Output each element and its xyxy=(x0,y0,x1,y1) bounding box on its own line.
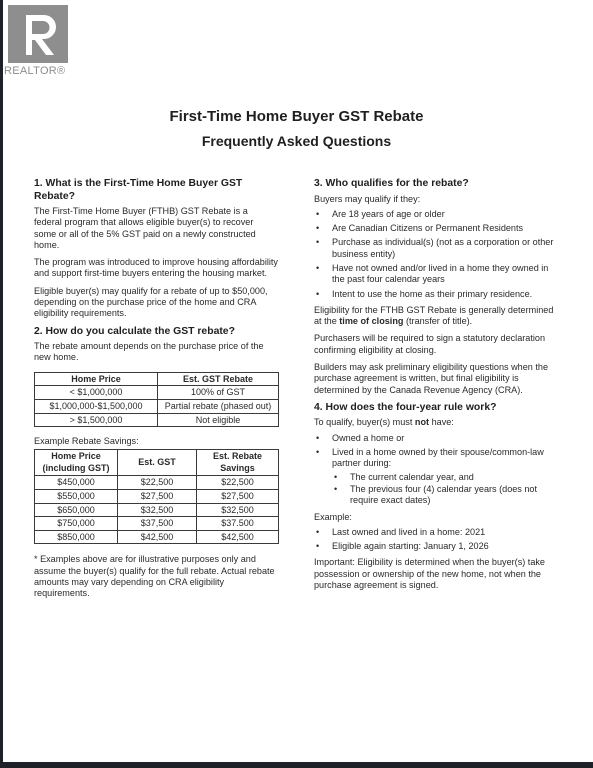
faq-heading-2: 2. How do you calculate the GST rebate? xyxy=(34,325,235,337)
table-cell: $650,000 xyxy=(35,503,118,517)
list-item: • Purchase as individual(s) (not as a corporation or other business entity) xyxy=(314,237,562,260)
table-cell: $850,000 xyxy=(35,530,118,544)
list-item: • Intent to use the home as their primary residence. xyxy=(314,289,562,300)
table-cell: < $1,000,000 xyxy=(35,386,158,400)
faq-3-paragraph: Purchasers will be required to sign a statutory declaration confirming eligibility at closing. xyxy=(314,333,545,355)
example-label: Example: xyxy=(314,511,352,522)
table-header-cell: Home Price (including GST) xyxy=(35,450,118,476)
eligibility-timing-paragraph xyxy=(314,305,562,328)
table-header-cell: Est. GST Rebate xyxy=(158,372,279,386)
faq-1-paragraph: The First-Time Home Buyer (FTHB) GST Rebate is a federal program that allows eligible buyer(s) to recover some or all of the 5% GST paid on a newly constructed home. xyxy=(34,206,256,250)
table-row xyxy=(35,503,279,517)
list-item: • Owned a home or xyxy=(314,433,562,444)
eligibility-text: (transfer of title). xyxy=(403,316,473,327)
table-header-row xyxy=(35,450,279,476)
table-cell: $1,000,000-$1,500,000 xyxy=(35,399,158,413)
faq-heading-4: 4. How does the four-year rule work? xyxy=(314,401,497,413)
table-cell: $22,500 xyxy=(118,476,197,490)
table-cell: $32,500 xyxy=(197,503,279,517)
list-item: • Are 18 years of age or older xyxy=(314,209,562,220)
table-row xyxy=(35,476,279,490)
table-row xyxy=(35,530,279,544)
list-item: • Last owned and lived in a home: 2021 xyxy=(314,527,562,538)
table-header-cell: Est. GST xyxy=(118,450,197,476)
table-cell: $450,000 xyxy=(35,476,118,490)
table-cell: $37.500 xyxy=(197,517,279,531)
eligibility-text: Eligibility for the FTHB GST Rebate is generally determined at the xyxy=(314,304,554,327)
table-cell: $750,000 xyxy=(35,517,118,531)
example-savings-label: Example Rebate Savings: xyxy=(34,436,139,447)
four-year-rule-list xyxy=(314,433,562,507)
savings-footnote: * Examples above are for illustrative purposes only and assume the buyer(s) qualify for the full rebate. Actual rebate amounts may vary depending on CRA eligibility requirements. xyxy=(34,554,275,599)
realtor-wordmark: REALTOR® xyxy=(4,65,66,77)
qualification-list xyxy=(314,209,562,300)
important-note: Important: Eligibility is determined when the buyer(s) take possession or ownership of the new home, not when the purchase agreement is signed. xyxy=(314,557,545,591)
faq-section-3 xyxy=(314,178,562,396)
list-item: • Are Canadian Citizens or Permanent Residents xyxy=(314,223,562,234)
table-header-cell: Est. Rebate Savings xyxy=(197,450,279,476)
intro-text: have: xyxy=(429,417,454,428)
faq-3-paragraph: Builders may ask preliminary eligibility questions when the purchase agreement is written, but final eligibility is determined by the Canada Revenue Agency (CRA). xyxy=(314,362,549,395)
left-column xyxy=(34,178,278,604)
example-list xyxy=(314,527,562,553)
intro-emphasis: not xyxy=(414,417,430,428)
faq-heading-3: 3. Who qualifies for the rebate? xyxy=(314,178,469,189)
table-cell: Not eligible xyxy=(158,413,279,427)
sub-list xyxy=(332,472,562,507)
table-cell: $32,500 xyxy=(118,503,197,517)
faq-4-intro xyxy=(314,417,562,428)
faq-section-2 xyxy=(34,326,278,600)
table-row xyxy=(35,517,279,531)
savings-table xyxy=(34,449,279,544)
table-cell: $42,500 xyxy=(197,530,279,544)
table-header-cell: Home Price xyxy=(35,372,158,386)
table-row xyxy=(35,490,279,504)
eligibility-emphasis: time of closing xyxy=(339,316,404,327)
list-item: • Have not owned and/or lived in a home they owned in the past four calendar years xyxy=(314,263,562,286)
faq-1-paragraph: Eligible buyer(s) may qualify for a rebate of up to $50,000, depending on the purchase price of the home and CRA eligibility requirements. xyxy=(34,285,268,319)
rebate-table xyxy=(34,372,279,427)
faq-2-intro: The rebate amount depends on the purchase price of the new home. xyxy=(34,341,264,363)
list-item-text: Lived in a home owned by their spouse/common-law partner during: xyxy=(332,447,544,469)
list-item xyxy=(314,447,562,506)
faq-section-1 xyxy=(34,178,278,320)
list-item: • Eligible again starting: January 1, 2026 xyxy=(314,541,562,552)
page-title: First-Time Home Buyer GST Rebate xyxy=(169,108,424,125)
next-page-edge xyxy=(3,708,593,762)
table-cell: $550,000 xyxy=(35,490,118,504)
sub-list-item: • The previous four (4) calendar years (does not require exact dates) xyxy=(332,484,562,507)
table-cell: $27,500 xyxy=(118,490,197,504)
sub-list-item: • The current calendar year, and xyxy=(332,472,562,483)
table-header-row xyxy=(35,372,279,386)
faq-1-paragraph: The program was introduced to improve housing affordability and support first-time buyers entering the housing market. xyxy=(34,257,278,279)
table-cell: Partial rebate (phased out) xyxy=(158,399,279,413)
right-column xyxy=(314,178,562,597)
table-cell: $27,500 xyxy=(197,490,279,504)
faq-heading-1: 1. What is the First-Time Home Buyer GST Rebate? xyxy=(34,178,243,202)
page-subtitle: Frequently Asked Questions xyxy=(201,133,392,149)
realtor-logo-mark-icon xyxy=(8,5,68,63)
table-cell: $22,500 xyxy=(197,476,279,490)
scan-edge-left xyxy=(0,0,3,768)
table-row xyxy=(35,399,279,413)
realtor-logo xyxy=(4,5,70,77)
intro-text: To qualify, buyer(s) must xyxy=(314,417,415,428)
table-cell: > $1,500,000 xyxy=(35,413,158,427)
faq-3-intro: Buyers may qualify if they: xyxy=(314,193,421,204)
table-cell: $42,500 xyxy=(118,530,197,544)
table-row xyxy=(35,386,279,400)
faq-section-4 xyxy=(314,402,562,591)
table-cell: 100% of GST xyxy=(158,386,279,400)
scan-edge-bottom xyxy=(0,708,593,768)
table-row xyxy=(35,413,279,427)
table-cell: $37,500 xyxy=(118,517,197,531)
